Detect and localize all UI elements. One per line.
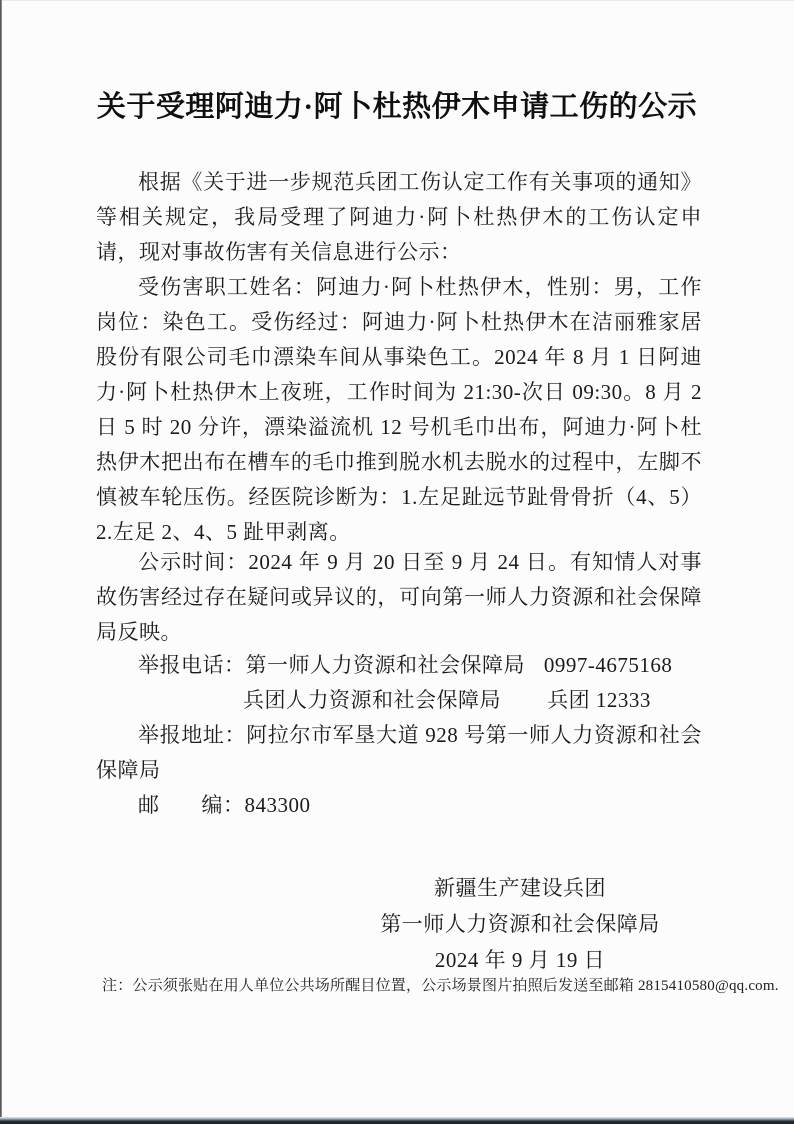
signature-date: 2024 年 9 月 19 日 bbox=[434, 948, 606, 972]
scan-edge-bottom bbox=[0, 1117, 794, 1124]
report-address-value: 阿拉尔市军垦大道 928 号第一师人力资源和社会保障局 bbox=[96, 723, 703, 782]
report-phone-org-2: 兵团人力资源和社会保障局 bbox=[243, 688, 501, 712]
paragraph-publicity-period: 公示时间：2024 年 9 月 20 日至 9 月 24 日。有知情人对事故伤害经过存在疑问或异议的，可向第一师人力资源和社会保障局反映。 bbox=[96, 550, 702, 644]
report-address-label: 举报地址： bbox=[138, 723, 247, 747]
report-phone-row-2 bbox=[96, 683, 702, 718]
scan-edge-top bbox=[0, 0, 794, 1]
report-address-row bbox=[96, 718, 702, 788]
report-phone-row-1 bbox=[96, 648, 702, 683]
signature-org-line2: 第一师人力资源和社会保障局 bbox=[380, 912, 660, 936]
report-phone-org-1: 第一师人力资源和社会保障局 bbox=[245, 653, 525, 677]
paragraph-injury-details: 受伤害职工姓名：阿迪力·阿卜杜热伊木，性别：男，工作岗位：染色工。受伤经过：阿迪力·阿卜杜热伊木在洁丽雅家居股份有限公司毛巾漂染车间从事染色工。2024 年 8 月 1 日阿迪力·阿卜杜热伊木上夜班，工作时间为 21:30-次日 09:30。8 月 2 日 5 时 20 分许，漂染溢流机 12 号机毛巾出布，阿迪力·阿卜杜热伊木把出布在槽车的毛巾推到脱水机去脱水的过程中，左脚不慎被车轮压伤。经医院诊断为：1.左足趾远节趾骨骨折（4、5）2.左足 2、4、5 趾甲剥离。 bbox=[96, 275, 702, 544]
report-phone-label: 举报电话： bbox=[138, 653, 246, 677]
report-phone-number-2: 兵团 12333 bbox=[547, 688, 651, 712]
signature-block bbox=[370, 870, 670, 978]
signature-org-line1: 新疆生产建设兵团 bbox=[434, 876, 606, 900]
paragraph-intro: 根据《关于进一步规范兵团工伤认定工作有关事项的通知》等相关规定，我局受理了阿迪力·阿卜杜热伊木的工伤认定申请，现对事故伤害有关信息进行公示： bbox=[96, 170, 702, 264]
postal-code-row bbox=[96, 788, 744, 823]
postal-code-label-left: 邮 bbox=[138, 793, 160, 817]
document-title: 关于受理阿迪力·阿卜杜热伊木申请工伤的公示 bbox=[96, 91, 698, 123]
footnote: 注：公示须张贴在用人单位公共场所醒目位置，公示场景图片拍照后发送至邮箱 2815410580@qq.com. bbox=[102, 978, 779, 994]
report-phone-number-1: 0997-4675168 bbox=[543, 653, 673, 677]
scan-edge-left bbox=[0, 0, 2, 1124]
postal-code-value: 843300 bbox=[244, 793, 311, 817]
postal-code-label-right: 编： bbox=[201, 793, 245, 817]
